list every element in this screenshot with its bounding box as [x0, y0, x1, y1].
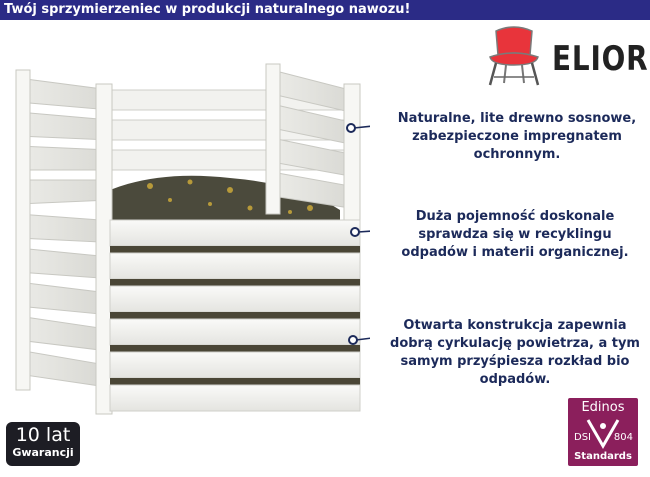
certificate-brand: Edinos — [581, 400, 625, 415]
certificate-left-code: DSI — [574, 432, 591, 443]
edinos-certificate-badge — [568, 398, 638, 466]
certificate-label: Standards — [574, 451, 632, 462]
warranty-badge — [6, 422, 80, 466]
callout-capacity: Duża pojemność doskonale sprawdza się w recyklingu odpadów i materii organicznej. — [401, 209, 629, 260]
top-banner — [0, 0, 650, 20]
brand-logo — [482, 25, 649, 87]
certificate-right-code: 804 — [613, 432, 633, 443]
chair-icon — [482, 25, 546, 87]
brand-name: ELIOR — [552, 39, 649, 79]
callout-airflow: Otwarta konstrukcja zapewnia dobrą cyrkulację powietrza, a tym samym przyśpiesza rozkład bio odpadów. — [390, 318, 640, 387]
compost-bin-illustration — [10, 60, 370, 420]
callout-material: Naturalne, lite drewno sosnowe, zabezpieczone impregnatem ochronnym. — [397, 111, 637, 162]
warranty-years: 10 lat — [15, 424, 71, 446]
warranty-label: Gwarancji — [12, 446, 74, 459]
banner-text: Twój sprzymierzeniec w produkcji naturalnego nawozu! — [4, 2, 411, 17]
